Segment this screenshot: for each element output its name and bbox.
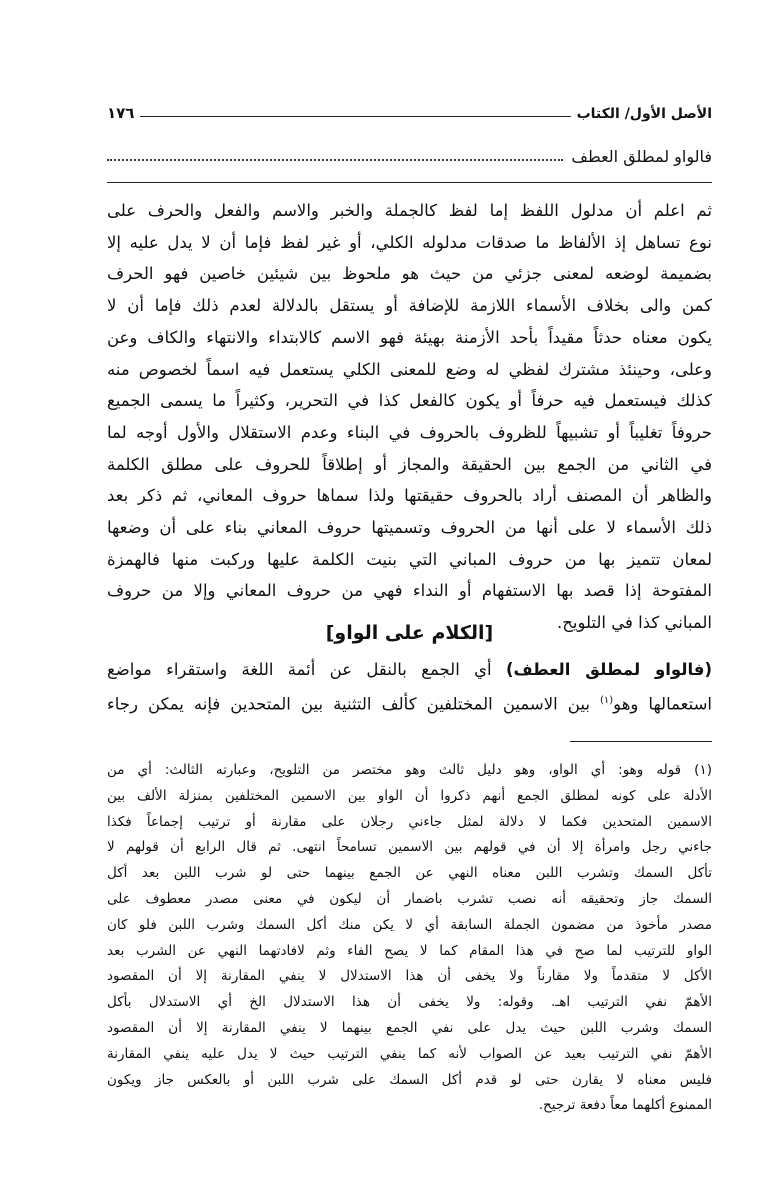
body-line: ثم اعلم أن مدلول اللفظ إما لفظ كالجملة والخبر والاسم والفعل والحرف على [107, 201, 712, 220]
body-line: المباني كذا في التلويح. [556, 613, 712, 633]
body-line: والظاهر أن المصنف أراد بالحروف حقيقتها ولذا سماها حروف المعاني، ثم ذكر بعد [107, 486, 712, 506]
body-line: كمن والى بخلاف الأسماء اللازمة للإضافة أو يستقل بالدلالة لعدم ذلك فإما أن لا [107, 296, 712, 316]
footnote-divider [570, 741, 712, 742]
footnote-line: (١) قوله وهو: أي الواو، وهو دليل ثالث وهو مختصر من التلويح، وعبارته الثالث: أي من [107, 762, 712, 778]
matn-line [107, 655, 712, 685]
body-line: لمعان تتميز بها من حروف المباني التي بنيت الكلمة عليها وركبت منها فالهمزة [107, 549, 712, 569]
running-title: الأصل الأول/ الكتاب [576, 106, 712, 122]
body-line: المفتوحة إذا قصد بها الاستفهام أو النداء فهي من حروف المعاني وإلا من حروف [107, 581, 712, 601]
running-header [107, 96, 712, 122]
body-line: كذلك فيستعمل فيه حرفاً أو يكون كالفعل كذا في التحرير، وكثيراً ما يسمى الجميع [107, 391, 712, 411]
footnote-line: مصدر مأخوذ من مضمون الجملة السابقة أي لا يكن منك أكل السمك وشرب اللبن فلو كان [107, 916, 712, 933]
matn-text: استعمالها وهو [613, 694, 712, 714]
header-divider [107, 182, 712, 183]
section-subheader [107, 140, 712, 166]
body-line: ذلك الأسماء لا على أنها من الحروف وتسميتها حروف المعاني بناء على أن وضعها [107, 518, 712, 537]
body-line: يكون معناه حدثاً مقيداً بأحد الأزمنة بهيئة فهو الاسم كالابتداء والانتهاء والكاف وعن [107, 327, 712, 347]
footnote-line: الواو للترتيب لما صح في هذا المقام كما لا يصح الفاء وثم لافادتهما النهي عن الشرب بعد [107, 942, 712, 959]
header-rule [140, 116, 570, 117]
body-line: في الثاني من الجمع بين الحقيقة والمجاز أو إطلاقاً للحروف على مطلق الكلمة [107, 454, 712, 474]
footnote-ref[interactable]: (١) [599, 695, 614, 706]
subheader-title: فالواو لمطلق العطف [571, 147, 712, 166]
matn-text: بين الاسمين المختلفين كألف التثنية بين المتحدين فإنه يمكن رجاء [107, 694, 600, 714]
matn-line [107, 686, 712, 716]
dotted-leader [107, 159, 563, 161]
body-line: وعلى، وحينئذ مشترك لفظي له وضع للمعنى الكلي يستعمل فيه اسماً لخصوص منه [107, 359, 712, 379]
footnote-line: تأكل السمك وتشرب اللبن معناه النهي عن الجمع بينهما حتى لو شرب اللبن بعد أكل [107, 865, 712, 882]
footnote-line: السمك وشرب اللبن حيث يدل على نفي الجمع بينهما لا ينفي المقارنة إلا أن المقصود [107, 1020, 712, 1036]
footnote-line: الأدلة على كونه لمطلق الجمع أنهم ذكروا أن الواو بين الاسمين المختلفين بمنزلة الألف بين [107, 787, 712, 804]
footnote-line: الاسمين المتحدين فكما لا دلالة لمثل جاءني رجلان على مقارنة أو ترتيب إجماعاً فكذا [107, 813, 712, 830]
section-heading: [الكلام على الواو] [325, 622, 494, 644]
footnote-line: الأهمّ نفي الترتيب اهـ. وقوله: ولا يخفى أن هذا الاستدلال الخ أي الاستدلال بأكل [107, 994, 712, 1011]
footnote-line: الممنوع أكلهما معاً دفعة ترجيح. [538, 1097, 712, 1114]
matn-text: أي الجمع بالنقل عن أئمة اللغة واستقراء مواضع [107, 660, 506, 679]
body-line: حروفاً تغليباً أو تشبيهاً للظروف بالحروف في البناء وعدم الاستقلال والأول أوجه لما [107, 422, 712, 442]
footnote-line: الأهمّ نفي الترتيب بعيد عن الصواب لأنه كما ينفي الترتيب حيث لا يدل عليه ينفي المقارنة [107, 1045, 712, 1062]
footnote-line: فليس معناه لا يقارن حتى لو قدم أكل السمك على شرب اللبن أو بالعكس جاز ويكون [107, 1071, 712, 1088]
page-number: ١٧٦ [107, 104, 135, 122]
footnote-line: جاءني رجل وامرأة إلا أن في قولهم بين الاسمين تسامحاً انتهى. ثم قال الرابع أن قولهم لا [107, 839, 712, 856]
footnote-line: السمك جاز وتحقيقه أنه نصب تشرب باضمار أن ليكون في معنى مصدر معطوف على [107, 891, 712, 907]
body-line: نوع تساهل إذ الألفاظ ما صدقات مدلوله الكلي، أو غير لفظ فإما أن لا يدل عليه إلا [107, 232, 712, 252]
footnote-line: الأكل لا متقدماً ولا مقارناً ولا يخفى أن هذا الاستدلال لا ينفي المقارنة إلا أن المقصود [107, 968, 712, 985]
matn-quote: (فالواو لمطلق العطف) [505, 660, 712, 679]
body-line: بضميمة لوضعه لمعنى جزئي من حيث هو ملحوظ بين شيئين خاصين فهو الحرف [107, 264, 712, 284]
